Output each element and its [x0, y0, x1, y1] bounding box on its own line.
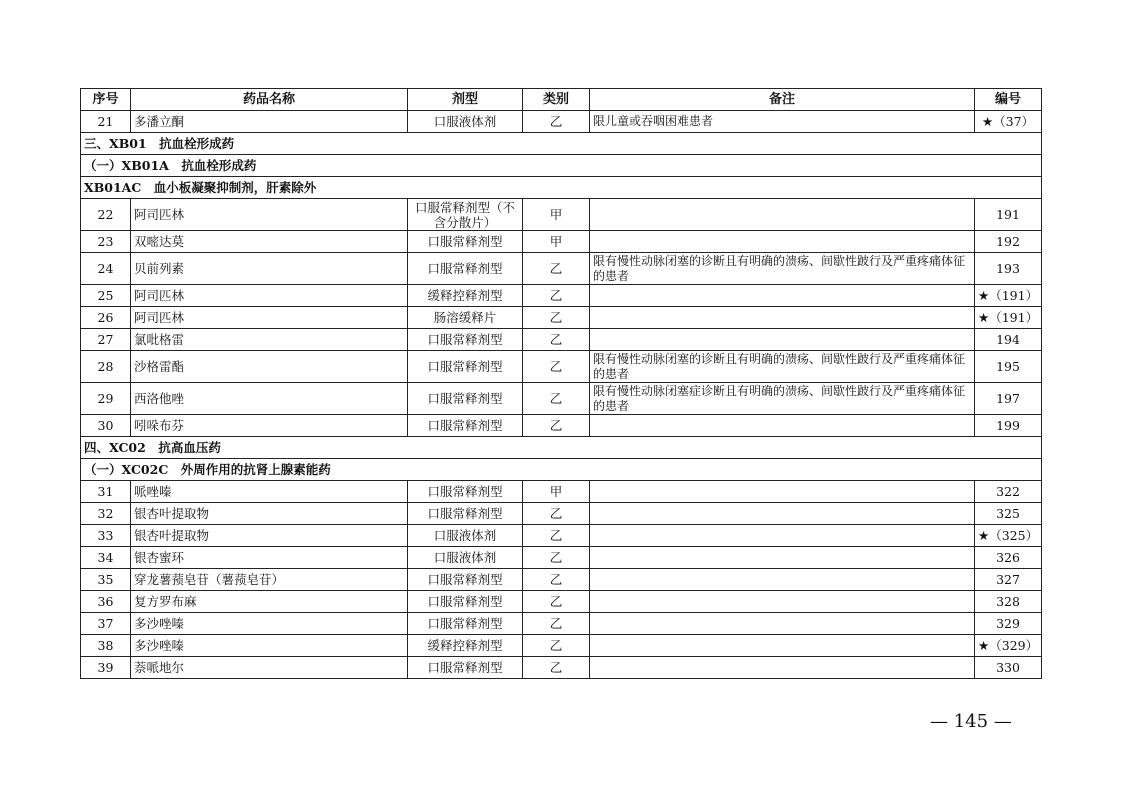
category-cell: 乙 — [523, 253, 590, 285]
remarks-cell — [590, 285, 975, 307]
dosage-form-cell: 缓释控释剂型 — [408, 635, 523, 657]
row-number-cell: 31 — [81, 481, 131, 503]
remarks-cell — [590, 307, 975, 329]
header-cell: 类别 — [523, 89, 590, 111]
remarks-cell — [590, 613, 975, 635]
row-number-cell: 21 — [81, 111, 131, 133]
table-row — [81, 657, 1042, 679]
drug-name-cell: 银杏蜜环 — [131, 547, 408, 569]
drug-name-cell: 吲哚布芬 — [131, 415, 408, 437]
category-cell: 甲 — [523, 199, 590, 231]
table-row — [81, 569, 1042, 591]
code-cell: 195 — [975, 351, 1042, 383]
remarks-cell: 限有慢性动脉闭塞症诊断且有明确的溃疡、间歇性跛行及严重疼痛体征的患者 — [590, 383, 975, 415]
row-number-cell: 37 — [81, 613, 131, 635]
drug-name-cell: 贝前列素 — [131, 253, 408, 285]
category-cell: 乙 — [523, 503, 590, 525]
drug-name-cell: 双嘧达莫 — [131, 231, 408, 253]
table-row — [81, 307, 1042, 329]
code-cell: 192 — [975, 231, 1042, 253]
code-cell: ★（329） — [975, 635, 1042, 657]
row-number-cell: 33 — [81, 525, 131, 547]
category-cell: 乙 — [523, 415, 590, 437]
table-row — [81, 253, 1042, 285]
section-heading: （一）XC02C 外周作用的抗肾上腺素能药 — [81, 459, 1042, 481]
table-row — [81, 525, 1042, 547]
code-cell: 326 — [975, 547, 1042, 569]
drug-name-cell: 萘哌地尔 — [131, 657, 408, 679]
row-number-cell: 30 — [81, 415, 131, 437]
drug-name-cell: 阿司匹林 — [131, 285, 408, 307]
section-heading: 四、XC02 抗高血压药 — [81, 437, 1042, 459]
remarks-cell — [590, 503, 975, 525]
code-cell: 330 — [975, 657, 1042, 679]
row-number-cell: 26 — [81, 307, 131, 329]
table-row — [81, 547, 1042, 569]
category-cell: 乙 — [523, 525, 590, 547]
row-number-cell: 23 — [81, 231, 131, 253]
dosage-form-cell: 口服常释剂型 — [408, 613, 523, 635]
remarks-cell: 限儿童或吞咽困难患者 — [590, 111, 975, 133]
drug-name-cell: 银杏叶提取物 — [131, 525, 408, 547]
category-cell: 乙 — [523, 383, 590, 415]
table-row — [81, 613, 1042, 635]
code-cell: 191 — [975, 199, 1042, 231]
dosage-form-cell: 口服常释剂型 — [408, 481, 523, 503]
code-cell: ★（325） — [975, 525, 1042, 547]
drug-name-cell: 银杏叶提取物 — [131, 503, 408, 525]
dosage-form-cell: 口服常释剂型 — [408, 415, 523, 437]
table-header-row — [81, 89, 1042, 111]
category-cell: 乙 — [523, 635, 590, 657]
drug-name-cell: 多沙唑嗪 — [131, 613, 408, 635]
category-cell: 乙 — [523, 657, 590, 679]
code-cell: ★（191） — [975, 307, 1042, 329]
table-row — [81, 111, 1042, 133]
table-row — [81, 351, 1042, 383]
category-cell: 乙 — [523, 307, 590, 329]
code-cell: 322 — [975, 481, 1042, 503]
drug-name-cell: 多沙唑嗪 — [131, 635, 408, 657]
row-number-cell: 25 — [81, 285, 131, 307]
table-row — [81, 635, 1042, 657]
section-heading: XB01AC 血小板凝聚抑制剂，肝素除外 — [81, 177, 1042, 199]
dosage-form-cell: 肠溶缓释片 — [408, 307, 523, 329]
header-cell: 序号 — [81, 89, 131, 111]
dosage-form-cell: 口服常释剂型 — [408, 657, 523, 679]
category-cell: 乙 — [523, 351, 590, 383]
header-cell: 编号 — [975, 89, 1042, 111]
remarks-cell — [590, 657, 975, 679]
category-cell: 乙 — [523, 569, 590, 591]
category-cell: 乙 — [523, 111, 590, 133]
dosage-form-cell: 口服常释剂型（不含分散片） — [408, 199, 523, 231]
remarks-cell — [590, 199, 975, 231]
drug-name-cell: 多潘立酮 — [131, 111, 408, 133]
table-row — [81, 383, 1042, 415]
dosage-form-cell: 口服常释剂型 — [408, 253, 523, 285]
dosage-form-cell: 口服液体剂 — [408, 525, 523, 547]
remarks-cell — [590, 231, 975, 253]
dosage-form-cell: 口服常释剂型 — [408, 383, 523, 415]
row-number-cell: 32 — [81, 503, 131, 525]
code-cell: ★（191） — [975, 285, 1042, 307]
dosage-form-cell: 口服液体剂 — [408, 111, 523, 133]
row-number-cell: 22 — [81, 199, 131, 231]
dosage-form-cell: 口服常释剂型 — [408, 569, 523, 591]
dosage-form-cell: 口服常释剂型 — [408, 591, 523, 613]
code-cell: 193 — [975, 253, 1042, 285]
section-heading-row — [81, 177, 1042, 199]
drug-name-cell: 阿司匹林 — [131, 199, 408, 231]
category-cell: 乙 — [523, 329, 590, 351]
row-number-cell: 24 — [81, 253, 131, 285]
table-row — [81, 329, 1042, 351]
table-row — [81, 415, 1042, 437]
drug-name-cell: 阿司匹林 — [131, 307, 408, 329]
dosage-form-cell: 口服液体剂 — [408, 547, 523, 569]
code-cell: 194 — [975, 329, 1042, 351]
drug-name-cell: 沙格雷酯 — [131, 351, 408, 383]
remarks-cell — [590, 569, 975, 591]
code-cell: 197 — [975, 383, 1042, 415]
category-cell: 乙 — [523, 591, 590, 613]
row-number-cell: 39 — [81, 657, 131, 679]
remarks-cell — [590, 481, 975, 503]
dosage-form-cell: 口服常释剂型 — [408, 503, 523, 525]
header-cell: 药品名称 — [131, 89, 408, 111]
code-cell: 199 — [975, 415, 1042, 437]
row-number-cell: 35 — [81, 569, 131, 591]
drug-name-cell: 哌唑嗪 — [131, 481, 408, 503]
page-number: — 145 — — [930, 711, 1012, 732]
drug-name-cell: 氯吡格雷 — [131, 329, 408, 351]
row-number-cell: 36 — [81, 591, 131, 613]
section-heading-row — [81, 133, 1042, 155]
category-cell: 乙 — [523, 547, 590, 569]
category-cell: 甲 — [523, 231, 590, 253]
dosage-form-cell: 口服常释剂型 — [408, 231, 523, 253]
remarks-cell: 限有慢性动脉闭塞的诊断且有明确的溃疡、间歇性跛行及严重疼痛体征的患者 — [590, 351, 975, 383]
row-number-cell: 29 — [81, 383, 131, 415]
table-row — [81, 231, 1042, 253]
remarks-cell — [590, 547, 975, 569]
code-cell: 325 — [975, 503, 1042, 525]
section-heading: （一）XB01A 抗血栓形成药 — [81, 155, 1042, 177]
section-heading-row — [81, 437, 1042, 459]
code-cell: 327 — [975, 569, 1042, 591]
row-number-cell: 28 — [81, 351, 131, 383]
dosage-form-cell: 缓释控释剂型 — [408, 285, 523, 307]
category-cell: 乙 — [523, 285, 590, 307]
section-heading: 三、XB01 抗血栓形成药 — [81, 133, 1042, 155]
category-cell: 甲 — [523, 481, 590, 503]
drug-name-cell: 穿龙薯蓣皂苷（薯蓣皂苷） — [131, 569, 408, 591]
section-heading-row — [81, 155, 1042, 177]
header-cell: 备注 — [590, 89, 975, 111]
code-cell: 329 — [975, 613, 1042, 635]
table-row — [81, 503, 1042, 525]
remarks-cell — [590, 591, 975, 613]
row-number-cell: 27 — [81, 329, 131, 351]
table-row — [81, 285, 1042, 307]
table-row — [81, 591, 1042, 613]
row-number-cell: 34 — [81, 547, 131, 569]
row-number-cell: 38 — [81, 635, 131, 657]
code-cell: ★（37） — [975, 111, 1042, 133]
dosage-form-cell: 口服常释剂型 — [408, 351, 523, 383]
dosage-form-cell: 口服常释剂型 — [408, 329, 523, 351]
header-cell: 剂型 — [408, 89, 523, 111]
table-row — [81, 199, 1042, 231]
drug-name-cell: 复方罗布麻 — [131, 591, 408, 613]
remarks-cell — [590, 415, 975, 437]
drug-table — [80, 88, 1042, 679]
remarks-cell — [590, 329, 975, 351]
remarks-cell — [590, 525, 975, 547]
table-row — [81, 481, 1042, 503]
category-cell: 乙 — [523, 613, 590, 635]
section-heading-row — [81, 459, 1042, 481]
drug-name-cell: 西洛他唑 — [131, 383, 408, 415]
code-cell: 328 — [975, 591, 1042, 613]
table-body — [81, 111, 1042, 679]
remarks-cell: 限有慢性动脉闭塞的诊断且有明确的溃疡、间歇性跛行及严重疼痛体征的患者 — [590, 253, 975, 285]
remarks-cell — [590, 635, 975, 657]
